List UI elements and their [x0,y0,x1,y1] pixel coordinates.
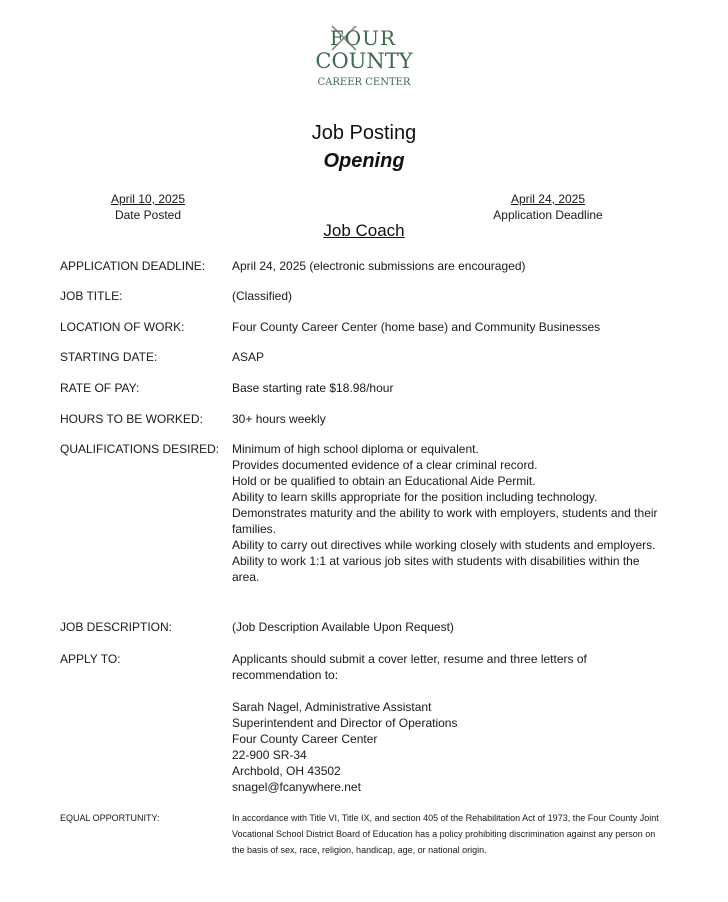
field-label: JOB DESCRIPTION: [60,620,173,634]
field-value: (Job Description Available Upon Request) [232,620,454,634]
field-value: Base starting rate $18.98/hour [232,381,394,395]
qualification-item: Ability to learn skills appropriate for the position including technology. [232,490,598,504]
posted-date: April 10, 2025 [110,192,186,206]
posted-label: Date Posted [114,208,182,222]
contact-org: Four County Career Center [232,732,378,746]
field-label: EQUAL OPPORTUNITY: [60,813,160,823]
logo-line-four: FOUR [329,26,397,50]
contact-city: Archbold, OH 43502 [232,764,341,778]
contact-role: Superintendent and Director of Operations [232,716,458,730]
eeo-statement: In accordance with Title VI, Title IX, and section 405 of the Rehabilitation Act of 1973, the Four County Joint Vocational School District Board of Education has a policy prohibiting discrimination against any person on the basis of sex, race, religion, handicap, age, or national origin. [232,813,659,855]
field-label: APPLICATION DEADLINE: [60,259,206,273]
four-county-logo [306,24,422,92]
qualification-item: Ability to carry out directives while working closely with students and employers. [232,538,656,552]
qualification-item: Ability to work 1:1 at various job sites with students with disabilities within the area. [232,554,640,584]
field-label: APPLY TO: [60,652,121,666]
date-posted-block [90,191,206,223]
deadline-date: April 24, 2025 [510,192,586,206]
page-title: Job Posting [311,122,417,144]
deadline-block [478,191,618,223]
field-value: Four County Career Center (home base) and Community Businesses [232,320,601,334]
field-label: LOCATION OF WORK: [60,320,185,334]
field-label: STARTING DATE: [60,350,158,364]
field-label: HOURS TO BE WORKED: [60,412,203,426]
apply-intro: Applicants should submit a cover letter, resume and three letters of recommendation to: [232,652,587,682]
apply-spacer [232,683,662,699]
field-label: JOB TITLE: [60,289,123,303]
field-value: 30+ hours weekly [232,412,326,426]
field-value: April 24, 2025 (electronic submissions are encouraged) [232,259,526,273]
contact-name: Sarah Nagel, Administrative Assistant [232,700,432,714]
field-value: ASAP [232,350,265,364]
qualification-item: Provides documented evidence of a clear criminal record. [232,458,538,472]
field-label: RATE OF PAY: [60,381,140,395]
contact-email: snagel@fcanywhere.net [232,780,361,794]
qualification-item: Demonstrates maturity and the ability to work with employers, students and their families. [232,506,658,536]
contact-street: 22-900 SR-34 [232,748,307,762]
qualification-item: Hold or be qualified to obtain an Educational Aide Permit. [232,474,536,488]
field-label: QUALIFICATIONS DESIRED: [60,442,220,456]
qualification-item: Minimum of high school diploma or equivalent. [232,442,479,456]
field-value: (Classified) [232,289,293,303]
logo-line-career-center: CAREER CENTER [317,77,411,88]
qualifications-list [232,441,662,585]
deadline-label: Application Deadline [493,208,603,222]
page-subtitle: Opening [323,150,405,172]
position-title: Job Coach [323,221,405,240]
logo-line-county: COUNTY [315,49,413,73]
apply-details [232,651,662,795]
